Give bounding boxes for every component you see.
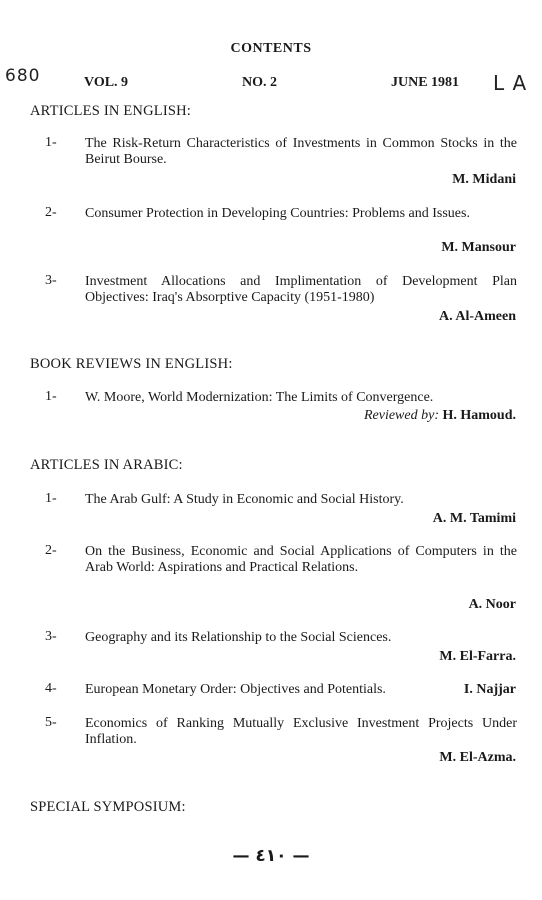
volume-label: VOL. 9 [84, 75, 129, 90]
item-number: 3- [45, 273, 57, 288]
article-title: Investment Allocations and Implimentation of Development Plan Objectives: Iraq's Absorptive Capacity (1951-1980) [85, 274, 517, 305]
issue-number-label: NO. 2 [242, 75, 277, 90]
page-number: — ٤١٠ — [232, 846, 310, 866]
item-number: 1- [45, 491, 57, 506]
article-author: M. El-Azma. [439, 750, 516, 765]
article-title: Consumer Protection in Developing Countries: Problems and Issues. [85, 206, 470, 221]
article-author: A. Noor [468, 597, 516, 612]
article-title: The Arab Gulf: A Study in Economic and Social History. [85, 492, 404, 507]
handwritten-page-note: 680 [5, 66, 41, 86]
article-title: On the Business, Economic and Social Applications of Computers in the Arab World: Aspirations and Practical Relations. [85, 544, 517, 575]
item-number: 2- [45, 205, 57, 220]
article-title: Economics of Ranking Mutually Exclusive Investment Projects Under Inflation. [85, 716, 517, 747]
item-number: 1- [45, 135, 57, 150]
reviewer-name: H. Hamoud. [442, 408, 516, 423]
handwritten-initials: L A [493, 71, 528, 95]
article-author: M. El-Farra. [439, 649, 516, 664]
book-reviewer [364, 408, 516, 424]
article-title: The Risk-Return Characteristics of Investments in Common Stocks in the Beirut Bourse. [85, 136, 517, 167]
article-title: European Monetary Order: Objectives and Potentials. [85, 682, 386, 697]
item-number: 1- [45, 389, 57, 404]
item-number: 4- [45, 681, 57, 696]
article-author: I. Najjar [463, 682, 516, 697]
item-number: 2- [45, 543, 57, 558]
issue-date-label: JUNE 1981 [391, 75, 460, 90]
book-review-title: W. Moore, World Modernization: The Limits of Convergence. [85, 390, 434, 405]
section-heading-special-symposium: SPECIAL SYMPOSIUM: [30, 799, 186, 815]
article-author: A. Al-Ameen [439, 309, 516, 324]
item-number: 5- [45, 715, 57, 730]
section-heading-articles-english: ARTICLES IN ENGLISH: [30, 103, 192, 119]
article-author: M. Mansour [441, 240, 516, 255]
item-number: 3- [45, 629, 57, 644]
section-heading-book-reviews: BOOK REVIEWS IN ENGLISH: [30, 356, 233, 372]
article-author: M. Midani [452, 172, 516, 187]
article-author: A. M. Tamimi [432, 511, 516, 526]
page-title: CONTENTS [230, 41, 312, 56]
article-title: Geography and its Relationship to the Social Sciences. [85, 630, 392, 645]
reviewed-by-label: Reviewed by: [363, 408, 439, 423]
section-heading-articles-arabic: ARTICLES IN ARABIC: [30, 457, 183, 473]
